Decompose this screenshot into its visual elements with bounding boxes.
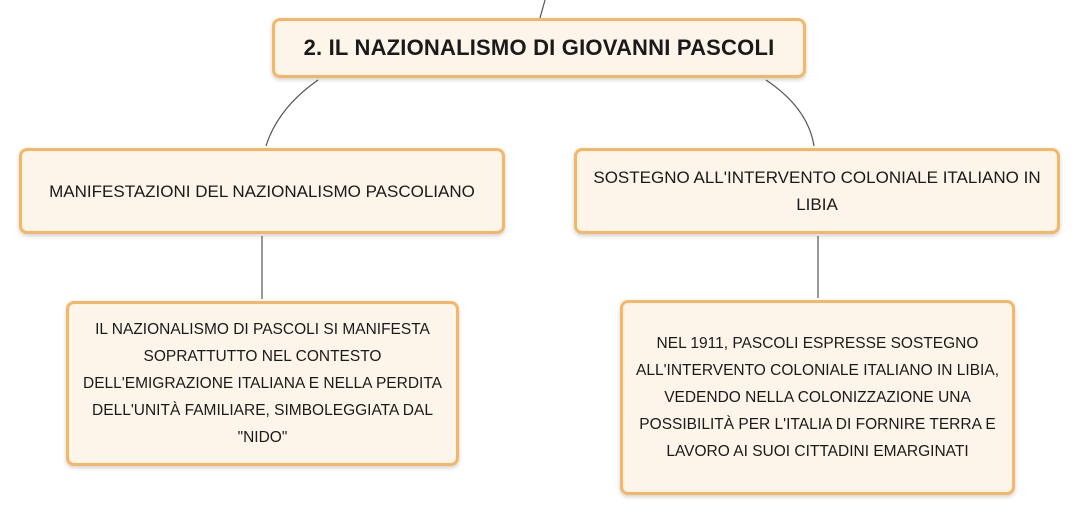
branch-node-manifestazioni[interactable] [19,148,505,234]
connector-root-to-left-branch [266,80,318,146]
branch-label-manifestazioni: MANIFESTAZIONI DEL NAZIONALISMO PASCOLIANO [49,181,475,201]
root-topic-label: 2. IL NAZIONALISMO DI GIOVANNI PASCOLI [303,35,775,60]
connector-root-to-right-branch [766,80,814,146]
connector-parent-to-root [540,0,545,18]
branch-label-sostegno-libia: SOSTEGNO ALL'INTERVENTO COLONIALE ITALIANO IN LIBIA [593,168,1041,214]
branch-node-sostegno-libia[interactable] [574,148,1060,234]
detail-node-manifestazioni[interactable] [66,301,459,466]
detail-node-sostegno-libia[interactable] [620,300,1015,495]
root-topic-node[interactable] [272,18,806,78]
detail-text-sostegno-libia: NEL 1911, PASCOLI ESPRESSE SOSTEGNO ALL'INTERVENTO COLONIALE ITALIANO IN LIBIA, VEDENDO NELLA COLONIZZAZIONE UNA POSSIBILITÀ PER L'ITALIA DI FORNIRE TERRA E LAVORO AI SUOI CITTADINI EMARGINATI [635,335,1000,460]
detail-text-manifestazioni: IL NAZIONALISMO DI PASCOLI SI MANIFESTA SOPRATTUTTO NEL CONTESTO DELL'EMIGRAZIONE ITALIANA E NELLA PERDITA DELL'UNITÀ FAMILIARE, SIMBOLEGGIATA DAL "NIDO" [83,321,442,446]
